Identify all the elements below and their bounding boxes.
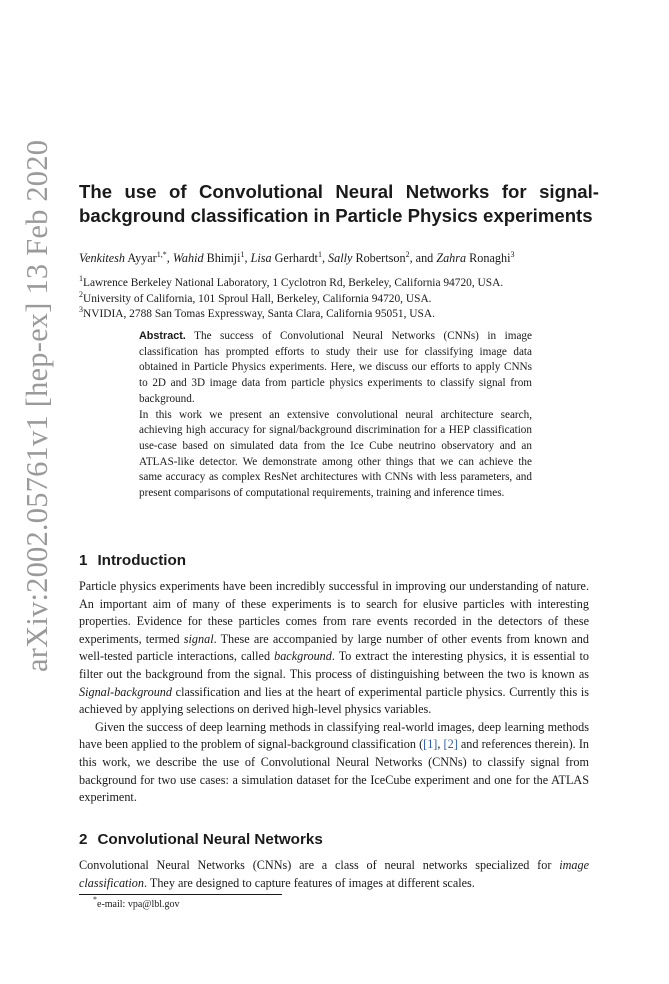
author: Sally Robertson$^2$: [328, 250, 410, 265]
author: Venkitesh Ayyar$^{1,*}$: [79, 250, 167, 265]
section-heading-cnn: 2 Convolutional Neural Networks: [79, 831, 323, 848]
paper-title-line-2: background classification in Particle Physics experiments: [79, 205, 593, 226]
paper-title-line-1: The use of Convolutional Neural Networks for signal-: [79, 181, 599, 202]
author-conjunction: and: [415, 251, 434, 265]
arxiv-identifier-stamp[interactable]: arXiv:2002.05761v1 [hep-ex] 13 Feb 2020: [20, 139, 54, 672]
abstract-paragraph-1: Abstract. The success of Convolutional Neural Networks (CNNs) in image classification has prompted efforts to study their use for classifying image data obtained in Particle Physics experiments. Here, we discuss our efforts to apply CNNs to 2D and 3D image data from particle physics experiments to classify signal from background.: [139, 330, 532, 405]
cnn-section-body: [79, 857, 589, 892]
intro-paragraph-2: Given the success of deep learning methods in classifying real-world images, deep learning methods have been applied to the problem of signal-background classification ([1], [2] and references therein). In this work, we describe the use of Convolutional Neural Networks (CNNs) to classify signal from background for two use cases: a simulation dataset for the IceCube experiment and one for the ATLAS experiment.: [79, 719, 589, 805]
citation-link-2[interactable]: [2]: [443, 737, 458, 752]
author: Zahra Ronaghi$^3$: [436, 250, 515, 265]
cnn-paragraph-1: Convolutional Neural Networks (CNNs) are a class of neural networks specialized for image classification. They are designed to capture features of images at different scales.: [79, 858, 589, 890]
section-heading-introduction: 1 Introduction: [79, 552, 187, 569]
author: Lisa Gerhardt$^1$: [250, 250, 322, 265]
footnote-divider: [79, 894, 282, 895]
footnote: *e-mail: vpa@lbl.gov: [93, 895, 180, 910]
affiliation: $^2$University of California, 101 Sproul Hall, Berkeley, California 94720, USA.: [79, 289, 432, 305]
intro-paragraph-1: Particle physics experiments have been incredibly successful in improving our understanding of nature. An important aim of many of these experiments is to search for elusive particles with interesting properties. Evidence for these particles comes from rare events recorded in the detectors of these experiments, termed signal. These are accompanied by large number of other events from known and well-tested particle interactions, called background. To extract the interesting physics, it is essential to filter out the background from the signal. This process of distinguishing between the two is known as Signal-background classification and lies at the heart of experimental particle physics. Currently this is achieved by applying selections on derived high-level physics variables.: [79, 579, 589, 717]
affiliation-list: [79, 276, 599, 323]
author: Wahid Bhimji$^1$: [172, 250, 245, 265]
abstract-label: Abstract.: [139, 330, 186, 342]
abstract: [139, 329, 532, 502]
introduction-body: [79, 578, 589, 807]
affiliation: $^1$Lawrence Berkeley National Laboratory, 1 Cyclotron Rd, Berkeley, California 94720, USA.: [79, 274, 504, 289]
abstract-paragraph-2: In this work we present an extensive convolutional neural architecture search, achieving high accuracy for signal/background discrimination for a HEP classification use-case based on simulated data from the Ice Cube neutrino observatory and an ATLAS-like detector. We demonstrate among other things that we can achieve the same accuracy as complex ResNet architectures with CNNs with less parameters, and present comparisons of computational requirements, training and inference times.: [139, 408, 532, 500]
paper-title: [79, 180, 599, 228]
author-list: Venkitesh Ayyar$^{1,*}$, Wahid Bhimji$^1$, Lisa Gerhardt$^1$, Sally Robertson$^2$, and Zahra Ronaghi$^3$: [79, 250, 515, 265]
affiliation: $^3$NVIDIA, 2788 San Tomas Expressway, Santa Clara, California 95051, USA.: [79, 305, 435, 321]
citation-link-1[interactable]: [1]: [423, 737, 438, 752]
